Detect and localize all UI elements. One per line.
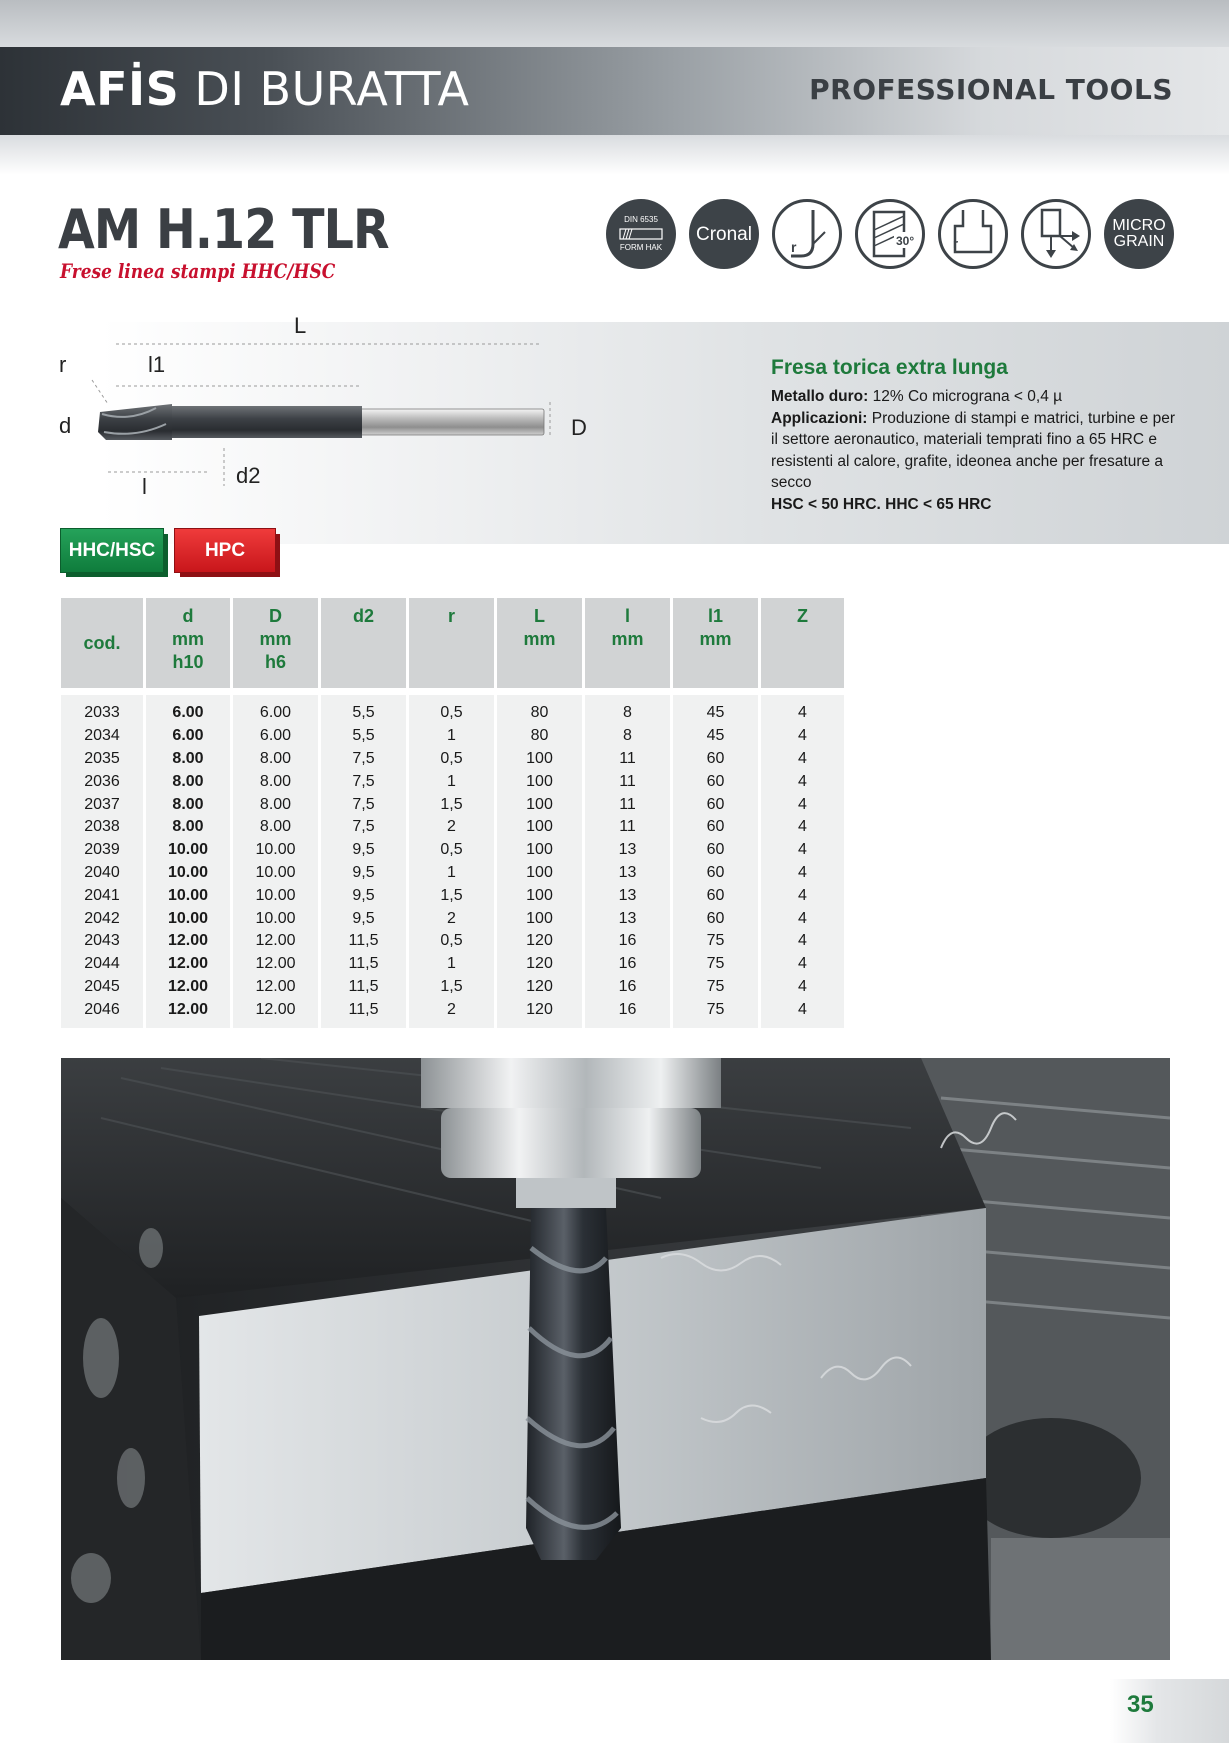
table-cell: 75 (706, 932, 725, 950)
dim-D: D (571, 415, 587, 440)
table-cell: 2043 (84, 932, 120, 950)
table-cell: 7,5 (352, 772, 375, 790)
table-cell: 8.00 (172, 749, 204, 767)
micro-grain-icon (1104, 199, 1174, 269)
table-cell: 10.00 (167, 841, 209, 859)
svg-text:r: r (953, 236, 959, 251)
table-column (233, 695, 318, 1028)
table-cell: 1,5 (440, 795, 463, 813)
table-cell: 4 (798, 863, 807, 881)
table-cell: 11 (619, 818, 636, 836)
column-header-line: Z (797, 606, 808, 626)
applications-value: Produzione di stampi e matrici, turbine e per il settore aeronautico, materiali temprati fino a 65 HRC e resistenti al calore, grafite, ideonea anche per fresature a secco (771, 409, 1176, 491)
table-cell: 2035 (84, 749, 120, 767)
hhc-hsc-badge: HHC/HSC (61, 529, 163, 572)
dim-d: d (59, 413, 72, 438)
table-cell: 60 (706, 818, 725, 836)
brand-bold: AFİS (60, 62, 180, 116)
description-title: Fresa torica extra lunga (771, 356, 1008, 379)
column-header (233, 598, 318, 688)
table-cell: 8.00 (172, 772, 204, 790)
tagline: PROFESSIONAL TOOLS (809, 73, 1173, 106)
table-cell: 60 (706, 909, 725, 927)
table-cell: 100 (526, 795, 553, 813)
table-cell: 100 (526, 818, 553, 836)
column-header-line: d (182, 606, 194, 626)
table-cell: 13 (618, 909, 637, 927)
table-cell: 8 (623, 727, 632, 745)
table-cell: 1,5 (440, 886, 463, 904)
column-header-line: h6 (264, 652, 286, 672)
column-header-line: h10 (172, 652, 204, 672)
table-column (146, 695, 230, 1028)
table-cell: 9,5 (352, 863, 375, 881)
table-cell: 80 (530, 704, 549, 722)
table-cell: 60 (706, 795, 725, 813)
table-cell: 4 (798, 932, 807, 950)
helix-angle-icon (855, 199, 925, 269)
table-cell: 120 (526, 977, 553, 995)
material-label: Metallo duro: (771, 388, 869, 405)
table-cell: 5,5 (352, 704, 375, 722)
column-header-line: mm (171, 629, 204, 649)
table-cell: 10.00 (255, 841, 296, 859)
table-cell: 80 (530, 727, 549, 745)
column-header (61, 598, 143, 688)
feature-icons (606, 199, 1174, 269)
table-cell: 12.00 (255, 1000, 296, 1018)
table-cell: 12.00 (167, 955, 209, 973)
table-column (761, 695, 844, 1028)
table-cell: 4 (798, 886, 807, 904)
table-header (61, 598, 847, 688)
table-cell: 12.00 (255, 955, 296, 973)
table-column (673, 695, 758, 1028)
column-header-line: r (447, 606, 455, 626)
dim-l: l (142, 474, 147, 499)
table-cell: 2040 (84, 863, 120, 881)
table-cell: 4 (798, 749, 807, 767)
din-6535-icon (606, 199, 676, 269)
column-header (585, 598, 670, 688)
table-cell: 4 (798, 841, 807, 859)
table-cell: 75 (706, 1000, 725, 1018)
table-cell: 45 (706, 704, 725, 722)
table-cell: 100 (526, 841, 553, 859)
column-header-line: mm (259, 629, 292, 649)
table-cell: 11 (619, 772, 636, 790)
table-cell: 4 (798, 1000, 807, 1018)
table-cell: 2044 (84, 955, 120, 973)
table-cell: 8.00 (259, 772, 292, 790)
table-cell: 2045 (84, 977, 120, 995)
table-cell: 7,5 (352, 818, 375, 836)
table-cell: 60 (706, 772, 725, 790)
table-cell: 4 (798, 727, 807, 745)
table-cell: 12.00 (255, 977, 296, 995)
column-header-line: d2 (352, 606, 374, 626)
column-header (321, 598, 406, 688)
table-cell: 11 (619, 749, 636, 767)
page-number: 35 (1127, 1691, 1154, 1718)
table-cell: 12.00 (255, 932, 296, 950)
column-header-line: mm (611, 629, 644, 649)
din-top-label: DIN 6535 (624, 215, 658, 224)
table-cell: 2046 (84, 1000, 120, 1018)
table-cell: 2039 (84, 841, 120, 859)
table-column (321, 695, 406, 1028)
corner-radius-icon (772, 199, 842, 269)
table-cell: 10.00 (167, 863, 209, 881)
table-cell: 7,5 (352, 749, 375, 767)
table-cell: 60 (706, 863, 725, 881)
table-cell: 2037 (84, 795, 120, 813)
table-cell: 9,5 (352, 909, 375, 927)
column-header-line: D (269, 606, 282, 626)
table-cell: 11 (619, 795, 636, 813)
table-cell: 1 (447, 863, 456, 881)
table-cell: 2 (447, 818, 456, 836)
table-cell: 16 (618, 1000, 637, 1018)
shank-icon (617, 226, 665, 242)
table-column (61, 695, 143, 1028)
table-cell: 4 (798, 977, 807, 995)
table-cell: 9,5 (352, 841, 375, 859)
table-cell: 10.00 (255, 863, 296, 881)
table-cell: 120 (526, 1000, 553, 1018)
column-header-line: mm (523, 629, 556, 649)
column-header-line: l (624, 606, 630, 626)
table-cell: 13 (618, 863, 637, 881)
table-cell: 10.00 (167, 886, 209, 904)
table-cell: 10.00 (255, 909, 296, 927)
table-cell: 2038 (84, 818, 120, 836)
table-cell: 8.00 (172, 818, 204, 836)
table-cell: 11,5 (348, 977, 379, 995)
table-cell: 100 (526, 909, 553, 927)
table-cell: 4 (798, 818, 807, 836)
table-cell: 11,5 (348, 955, 379, 973)
brand-rest: DI BURATTA (179, 62, 470, 116)
column-header-line: cod. (83, 632, 121, 653)
material-value: 12% Co micrograna < 0,4 µ (868, 388, 1063, 405)
page-number-box (1110, 1679, 1229, 1743)
grain-label: GRAIN (1113, 233, 1165, 250)
column-header (409, 598, 494, 688)
hpc-badge: HPC (175, 529, 275, 572)
table-cell: 100 (526, 886, 553, 904)
table-cell: 16 (618, 977, 637, 995)
table-cell: 8.00 (259, 749, 292, 767)
micro-label: MICRO (1112, 217, 1166, 234)
table-cell: 10.00 (167, 909, 209, 927)
din-bottom-label: FORM HAK (619, 243, 663, 252)
table-cell: 6.00 (259, 704, 292, 722)
table-cell: 8.00 (172, 795, 204, 813)
dim-l1: l1 (148, 352, 166, 377)
table-cell: 8.00 (259, 818, 292, 836)
table-cell: 2036 (84, 772, 120, 790)
spec-table (61, 598, 847, 1028)
table-cell: 9,5 (352, 886, 375, 904)
table-cell: 100 (526, 863, 553, 881)
cronal-coating-icon (689, 199, 759, 269)
table-cell: 75 (706, 955, 725, 973)
table-cell: 2042 (84, 909, 120, 927)
column-header (497, 598, 582, 688)
end-mill-drawing (60, 300, 620, 500)
table-cell: 12.00 (167, 977, 209, 995)
plunge-mill-icon (1021, 199, 1091, 269)
table-cell: 11,5 (348, 1000, 379, 1018)
hardness-value: HSC < 50 HRC. HHC < 65 HRC (771, 495, 992, 513)
table-cell: 16 (618, 955, 637, 973)
table-cell: 1 (447, 955, 456, 973)
table-cell: 2033 (84, 704, 120, 722)
hardness-line (771, 494, 1181, 516)
table-column (497, 695, 582, 1028)
table-cell: 100 (526, 772, 553, 790)
table-cell: 1 (447, 727, 456, 745)
table-cell: 2 (447, 1000, 456, 1018)
table-cell: 8 (623, 704, 632, 722)
table-cell: 60 (706, 886, 725, 904)
svg-text:r: r (791, 239, 797, 255)
table-cell: 120 (526, 932, 553, 950)
brand-logo (60, 62, 470, 116)
cronal-label: Cronal (696, 223, 752, 245)
table-cell: 11,5 (348, 932, 379, 950)
angle-label: 30° (896, 234, 915, 248)
table-cell: 2041 (84, 886, 120, 904)
table-cell: 60 (706, 749, 725, 767)
table-cell: 60 (706, 841, 725, 859)
table-cell: 6.00 (172, 704, 204, 722)
product-description (771, 356, 1181, 515)
column-header-line: L (534, 606, 545, 626)
table-cell: 0,5 (440, 841, 463, 859)
machining-photo (61, 1058, 1170, 1660)
table-cell: 10.00 (255, 886, 296, 904)
table-cell: 8.00 (259, 795, 292, 813)
reduced-neck-icon (938, 199, 1008, 269)
table-cell: 16 (618, 932, 637, 950)
table-cell: 6.00 (172, 727, 204, 745)
table-cell: 2034 (84, 727, 120, 745)
table-cell: 4 (798, 795, 807, 813)
column-header-line: mm (699, 629, 732, 649)
dim-d2: d2 (236, 463, 261, 488)
table-cell: 13 (618, 841, 637, 859)
header-shade (0, 135, 1229, 175)
table-cell: 0,5 (440, 704, 463, 722)
table-cell: 75 (706, 977, 725, 995)
table-cell: 12.00 (167, 932, 209, 950)
table-cell: 0,5 (440, 932, 463, 950)
table-cell: 6.00 (259, 727, 292, 745)
product-title: AM H.12 TLR (58, 198, 389, 261)
table-cell: 0,5 (440, 749, 463, 767)
table-cell: 4 (798, 772, 807, 790)
table-cell: 13 (618, 886, 637, 904)
column-header-line: l1 (707, 606, 723, 626)
table-cell: 1 (447, 772, 456, 790)
product-subtitle: Frese linea stampi HHC/HSC (60, 259, 336, 283)
table-column (409, 695, 494, 1028)
column-header (761, 598, 844, 688)
column-header (146, 598, 230, 688)
table-cell: 45 (706, 727, 725, 745)
dim-r: r (59, 352, 67, 377)
table-cell: 100 (526, 749, 553, 767)
table-cell: 4 (798, 704, 807, 722)
applications-label: Applicazioni: (771, 409, 868, 427)
table-cell: 4 (798, 909, 807, 927)
table-column (585, 695, 670, 1028)
table-cell: 5,5 (352, 727, 375, 745)
top-strip (0, 0, 1229, 47)
column-header (673, 598, 758, 688)
table-cell: 1,5 (440, 977, 463, 995)
table-cell: 12.00 (167, 1000, 209, 1018)
applications-line (771, 408, 1181, 494)
table-cell: 120 (526, 955, 553, 973)
table-cell: 4 (798, 955, 807, 973)
table-body (61, 695, 847, 1028)
table-cell: 7,5 (352, 795, 375, 813)
material-line (771, 386, 1181, 408)
dim-L: L (294, 313, 307, 338)
table-cell: 2 (447, 909, 456, 927)
